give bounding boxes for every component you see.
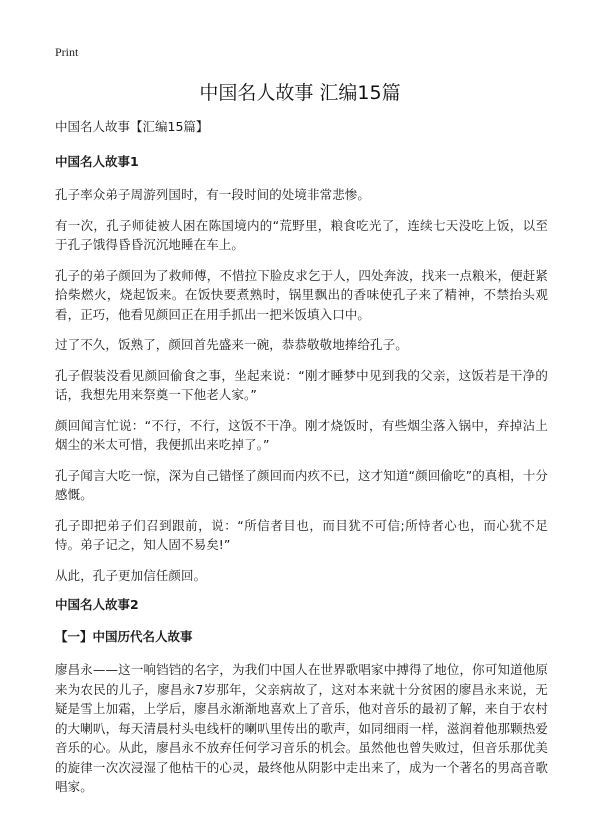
story1-paragraph: 孔子的弟子颜回为了救师傅，不惜拉下脸皮求乞于人，四处奔波，找来一点粮米，便赶紧拾柴燃火，烧起饭来。在饭快要煮熟时，锅里飘出的香味使孔子来了精神，不禁抬头观看，正巧，他看见颜回正在用手抓出一把米饭填入口中。 <box>55 267 548 322</box>
story1-paragraph: 孔子闻言大吃一惊，深为自己错怪了颜回而内疚不已，这才知道“颜回偷吃”的真相，十分感慨。 <box>55 467 548 502</box>
print-link[interactable]: Print <box>55 45 79 59</box>
story2-subheading: 【一】中国历代名人故事 <box>55 629 193 644</box>
story1-paragraph: 孔子假装没看见颜回偷食之事，坐起来说：“刚才睡梦中见到我的父亲，这饭若是干净的话，我想先用来祭奠一下他老人家。” <box>55 367 548 402</box>
story1-paragraph: 颜回闻言忙说：“不行，不行，这饭不干净。刚才烧饭时，有些烟尘落入锅中，弃掉沾上烟尘的米太可惜，我便抓出来吃掉了。” <box>55 417 548 452</box>
document-title: 中国名人故事 汇编15篇 <box>199 82 401 104</box>
story1-heading: 中国名人故事1 <box>55 154 139 169</box>
document-subtitle: 中国名人故事【汇编15篇】 <box>55 119 209 134</box>
story2-heading: 中国名人故事2 <box>55 597 139 612</box>
document-body <box>55 118 548 808</box>
story2-paragraph: 廖昌永——这一响铛铛的名字，为我们中国人在世界歌唱家中搏得了地位，你可知道他原来为农民的儿子，廖昌永7岁那年，父亲病故了，这对本来就十分贫困的廖昌永来说，无疑是雪上加霜，上学后，廖昌永渐渐地喜欢上了音乐，他对音乐的最初了解，来自于农村的大喇叭，每天清晨村头电线杆的喇叭里传出的歌声，如同细雨一样，滋润着他那颗热爱音乐的心。从此，廖昌永不放弃任何学习音乐的机会。虽然他也曾失败过，但音乐那优美的旋律一次次浸湿了他枯干的心灵，最终他从阴影中走出来了，成为一个著名的男高音歌唱家。 <box>55 662 548 794</box>
story1-paragraph: 孔子即把弟子们召到跟前，说：“所信者目也，而目犹不可信;所恃者心也，而心犹不足恃。弟子记之，知人固不易矣!” <box>55 517 548 552</box>
story1-paragraph: 孔子率众弟子周游列国时，有一段时间的处境非常悲惨。 <box>55 187 371 202</box>
story1-paragraph: 有一次，孔子师徒被人困在陈国境内的“荒野里，粮食吃光了，连续七天没吃上饭，以至于孔子饿得昏昏沉沉地睡在车上。 <box>55 217 548 252</box>
story1-paragraph: 从此，孔子更加信任颜回。 <box>55 567 207 583</box>
story1-paragraph: 过了不久，饭熟了，颜回首先盛来一碗，恭恭敬敬地捧给孔子。 <box>55 337 408 352</box>
